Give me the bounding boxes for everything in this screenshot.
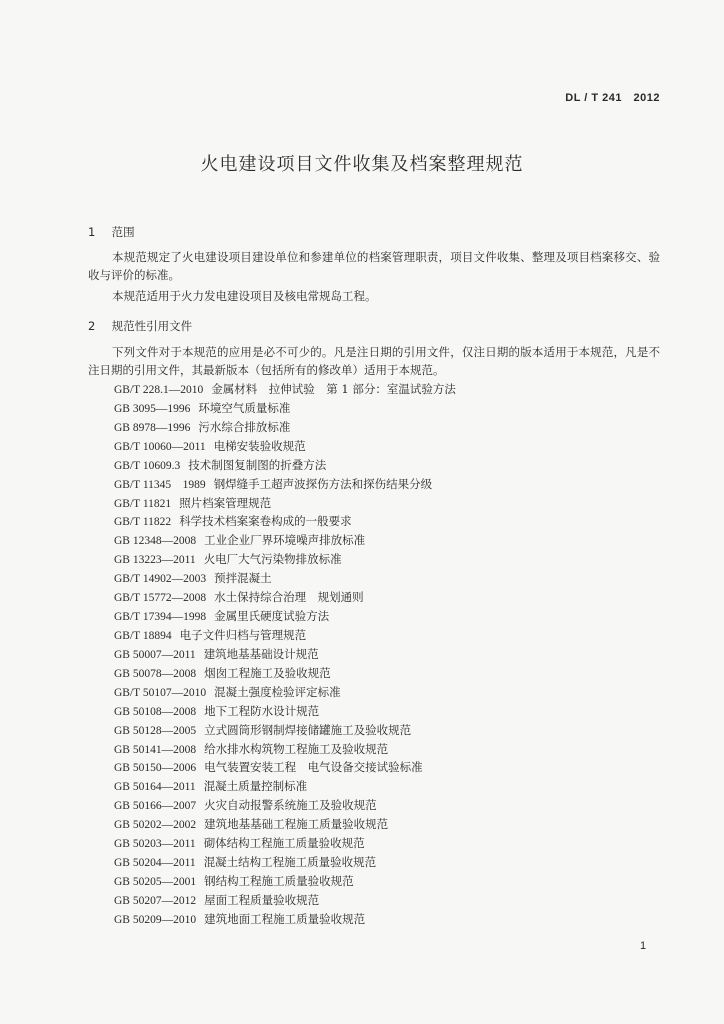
reference-item — [114, 626, 674, 645]
reference-item — [114, 418, 674, 437]
reference-title: 地下工程防水设计规范 — [204, 703, 320, 718]
reference-title: 火电厂大气污染物排放标准 — [203, 552, 342, 567]
reference-item — [114, 796, 674, 815]
reference-item — [114, 872, 674, 891]
reference-item — [114, 702, 674, 721]
reference-code: GB 8978—1996 — [114, 421, 191, 434]
page-number: 1 — [640, 940, 647, 952]
reference-item — [114, 777, 674, 796]
reference-item — [114, 758, 674, 777]
reference-title: 混凝土强度检验评定标准 — [214, 684, 341, 699]
reference-item — [114, 569, 674, 588]
reference-title: 建筑地面工程施工质量验收规范 — [204, 911, 366, 926]
reference-title: 金属材料 拉伸试验 第 1 部分：室温试验方法 — [211, 382, 456, 396]
reference-title: 预拌混凝土 — [214, 571, 272, 586]
reference-item — [114, 531, 674, 550]
reference-code: GB 50128—2005 — [114, 724, 197, 737]
reference-code: GB/T 228.1—2010 — [114, 384, 204, 396]
reference-title: 混凝土质量控制标准 — [203, 779, 308, 794]
reference-title: 屋面工程质量验收规范 — [204, 892, 320, 907]
scope-paragraph-1: 本规范规定了火电建设项目建设单位和参建单位的档案管理职责，项目文件收集、整理及项目档案移交、验收与评价的标准。 — [88, 250, 660, 282]
reference-title: 钢焊缝手工超声波探伤方法和探伤结果分级 — [213, 476, 433, 491]
reference-title: 照片档案管理规范 — [179, 495, 272, 510]
reference-item — [114, 456, 674, 475]
reference-item — [114, 399, 674, 418]
reference-code: GB 50204—2011 — [114, 857, 196, 870]
reference-code: GB/T 11822 — [114, 516, 172, 529]
reference-item — [114, 834, 674, 853]
reference-title: 电子文件归档与管理规范 — [179, 627, 307, 642]
reference-code: GB 50164—2011 — [114, 781, 196, 794]
reference-code: GB/T 18894 — [114, 629, 172, 642]
section-heading-scope — [88, 224, 135, 240]
standard-code: DL / T 241 2012 — [565, 92, 660, 104]
reference-title: 环境空气质量标准 — [198, 400, 291, 415]
reference-title: 混凝土结构工程施工质量验收规范 — [203, 855, 377, 870]
reference-item — [114, 853, 674, 872]
reference-code: GB/T 14902—2003 — [114, 573, 207, 586]
reference-code: GB 12348—2008 — [114, 535, 197, 548]
reference-item — [114, 437, 674, 456]
reference-item — [114, 740, 674, 759]
reference-item — [114, 815, 674, 834]
section-heading-normative-references — [88, 318, 192, 334]
reference-item — [114, 494, 674, 513]
reference-title: 科学技术档案案卷构成的一般要求 — [179, 514, 352, 529]
reference-code: GB/T 10060—2011 — [114, 440, 206, 453]
reference-title: 污水综合排放标准 — [198, 419, 291, 434]
reference-code: GB/T 50107—2010 — [114, 686, 207, 699]
reference-list — [114, 380, 674, 929]
reference-code: GB 50078—2008 — [114, 667, 197, 680]
reference-code: GB 13223—2011 — [114, 554, 196, 567]
reference-title: 技术制图复制图的折叠方法 — [188, 457, 327, 472]
reference-title: 电梯安装验收规范 — [213, 438, 306, 453]
reference-code: GB 50150—2006 — [114, 762, 197, 775]
reference-title: 钢结构工程施工质量验收规范 — [204, 873, 354, 888]
reference-title: 建筑地基基础工程施工质量验收规范 — [204, 817, 389, 832]
reference-code: GB 3095—1996 — [114, 402, 191, 415]
section-number: 2 — [88, 319, 96, 333]
reference-item — [114, 607, 674, 626]
scope-paragraph-2: 本规范适用于火力发电建设项目及核电常规岛工程。 — [112, 289, 377, 303]
reference-title: 电气装置安装工程 电气设备交接试验标准 — [204, 760, 423, 775]
reference-code: GB 50141—2008 — [114, 743, 197, 756]
reference-code: GB 50207—2012 — [114, 894, 197, 907]
reference-code: GB/T 10609.3 — [114, 459, 181, 472]
reference-title: 立式圆筒形钢制焊接储罐施工及验收规范 — [204, 722, 412, 737]
reference-title: 工业企业厂界环境噪声排放标准 — [204, 533, 366, 548]
reference-item — [114, 721, 674, 740]
document-title: 火电建设项目文件收集及档案整理规范 — [200, 154, 524, 175]
reference-item — [114, 891, 674, 910]
reference-item — [114, 475, 674, 494]
references-intro-paragraph: 下列文件对于本规范的应用是必不可少的。凡是注日期的引用文件，仅注日期的版本适用于本规范，凡是不注日期的引用文件，其最新版本（包括所有的修改单）适用于本规范。 — [88, 345, 660, 377]
reference-item — [114, 683, 674, 702]
reference-code: GB 50209—2010 — [114, 913, 197, 926]
reference-title: 建筑地基基础设计规范 — [203, 646, 319, 661]
reference-item — [114, 380, 674, 399]
reference-item — [114, 664, 674, 683]
reference-code: GB 50166—2007 — [114, 800, 197, 813]
reference-code: GB/T 11821 — [114, 497, 172, 510]
reference-code: GB/T 15772—2008 — [114, 592, 207, 605]
reference-code: GB 50007—2011 — [114, 648, 196, 661]
section-title: 规范性引用文件 — [111, 319, 193, 333]
reference-code: GB 50205—2001 — [114, 875, 197, 888]
reference-item — [114, 588, 674, 607]
reference-code: GB/T 17394—1998 — [114, 611, 207, 624]
reference-title: 砌体结构工程施工质量验收规范 — [203, 836, 365, 851]
reference-title: 水土保持综合治理 规划通则 — [214, 590, 364, 605]
reference-title: 火灾自动报警系统施工及验收规范 — [204, 798, 377, 813]
reference-code: GB 50108—2008 — [114, 705, 197, 718]
reference-title: 金属里氏硬度试验方法 — [214, 609, 330, 624]
section-title: 范围 — [111, 225, 135, 239]
reference-item — [114, 512, 674, 531]
reference-item — [114, 550, 674, 569]
reference-item — [114, 910, 674, 929]
section-number: 1 — [88, 225, 96, 239]
reference-code: GB 50203—2011 — [114, 838, 196, 851]
reference-code: GB 50202—2002 — [114, 819, 197, 832]
reference-title: 给水排水构筑物工程施工及验收规范 — [204, 741, 389, 756]
reference-title: 烟囱工程施工及验收规范 — [204, 665, 331, 680]
reference-code: GB/T 11345 1989 — [114, 478, 206, 491]
reference-item — [114, 645, 674, 664]
